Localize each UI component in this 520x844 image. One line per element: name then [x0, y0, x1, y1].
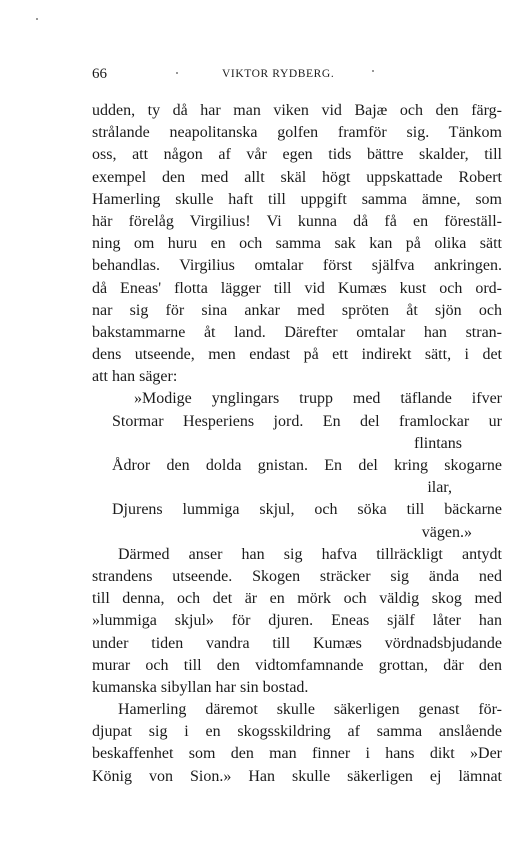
- text-line: udden, ty då har man viken vid Bajæ och den färg-: [92, 102, 502, 119]
- poem-line: »Modige ynglingars trupp med täflande ifver: [134, 390, 502, 408]
- text-line: kumanska sibyllan har sin bostad.: [92, 678, 309, 696]
- print-speck: [36, 18, 38, 20]
- text-line: under tiden vandra till Kumæs vördnadsbjudande: [92, 634, 502, 652]
- text-line: König von Sion.» Han skulle säkerligen ej lämnat: [92, 767, 502, 785]
- text-line: oss, att någon af vår egen tids bättre skalder, till: [92, 146, 502, 164]
- text-line: murar och till den vidtomfamnande grottan, där den: [92, 656, 502, 674]
- text-line: dens utseende, men endast på ett indirekt sätt, i det: [92, 346, 502, 364]
- poem-line-continuation: ilar,: [427, 479, 452, 497]
- text-line: här förelåg Virgilius! Vi kunna då få en föreställ-: [92, 212, 502, 230]
- text-line: Därmed anser han sig hafva tillräckligt antydt: [118, 545, 502, 563]
- page-number: 66: [92, 66, 107, 82]
- text-line: att han säger:: [92, 368, 178, 386]
- poem-line: Stormar Hesperiens jord. En del framlockar ur: [112, 412, 502, 430]
- text-line: strandens utseende. Skogen sträcker sig ända ned: [92, 567, 502, 585]
- text-line: »lummiga skjul» för djuren. Eneas själf låter han: [92, 612, 502, 630]
- poem-line-continuation: flintans: [414, 434, 462, 452]
- poem-line-continuation: vägen.»: [421, 523, 472, 541]
- text-line: ning om huru en och samma sak kan på olika sätt: [92, 235, 502, 253]
- text-line: strålande neapolitanska golfen framför sig. Tänkom: [92, 124, 502, 142]
- text-line: exempel den med allt skäl högt uppskattade Robert: [92, 168, 502, 186]
- text-line: Hamerling skulle haft till uppgift samma ämne, som: [92, 190, 502, 208]
- text-line: beskaffenhet som den man finner i hans dikt »Der: [92, 745, 502, 763]
- text-line: behandlas. Virgilius omtalar först själfva ankringen.: [92, 257, 502, 275]
- text-line: då Eneas' flotta lägger till vid Kumæs kust och ord-: [92, 279, 502, 297]
- body-text: [92, 100, 502, 788]
- text-line: nar sig för sina ankar med spröten åt sjön och: [92, 301, 502, 319]
- poem-line: Djurens lummiga skjul, och söka till bäckarne: [112, 501, 502, 519]
- text-line: bakstammarne åt land. Därefter omtalar han stran-: [92, 323, 502, 341]
- running-head: VIKTOR RYDBERG.: [222, 68, 335, 80]
- page-header: [92, 66, 504, 84]
- poem-line: Ådror den dolda gnistan. En del kring skogarne: [112, 457, 502, 474]
- text-line: till denna, och det är en mörk och väldig skog med: [92, 590, 502, 608]
- text-line: Hamerling däremot skulle säkerligen genast för-: [118, 701, 502, 719]
- text-line: djupat sig i en skogsskildring af samma anslående: [92, 723, 502, 741]
